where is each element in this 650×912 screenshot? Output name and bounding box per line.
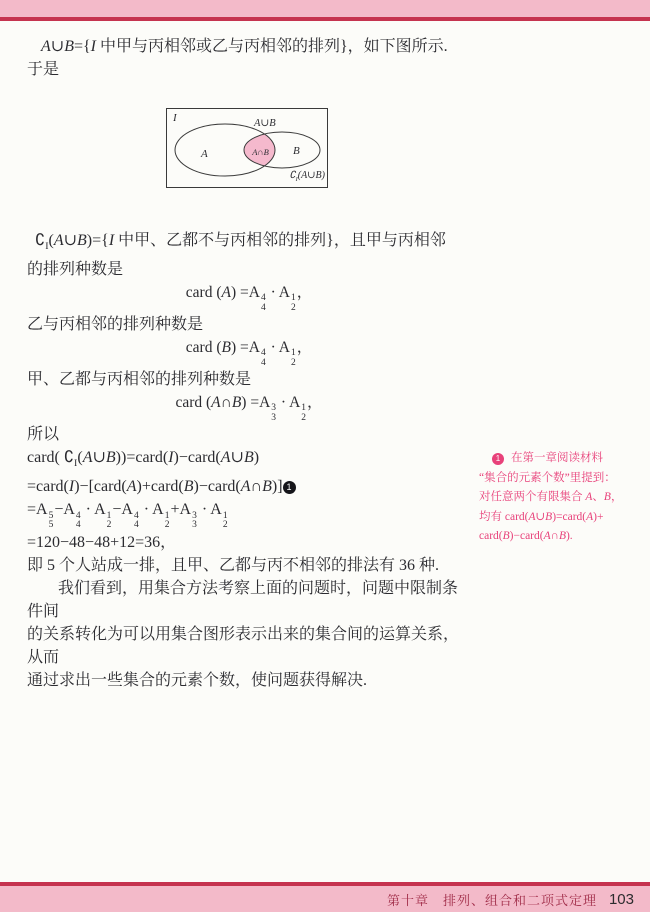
page-footer xyxy=(0,882,650,912)
top-pink-band xyxy=(0,0,650,17)
margin-footnote-line-4: 均有 card(A∪B)=card(A)+ xyxy=(479,510,604,523)
margin-footnote-line-1 xyxy=(479,449,647,469)
paragraph-thus: 于是 xyxy=(27,61,60,78)
paragraph-therefore: 所以 xyxy=(27,426,60,444)
formula-card-b: card (B) =A 4 4 · A 1 2 ， xyxy=(185,339,313,368)
bottom-pink-band xyxy=(0,886,650,912)
derivation-line-2-text: =card(I)−[card(A)+card(B)−card(A∩B)] xyxy=(27,478,283,496)
formula-card-a-intersect-b: card (A∩B) =A 3 3 · A 1 2 ， xyxy=(175,394,323,423)
footnote-1-marker-icon: 1 xyxy=(283,481,296,494)
venn-complement-label: $∁_I(A\cup B)$ xyxy=(289,170,325,183)
paragraph-count-intro-b: 乙与丙相邻的排列种数是 xyxy=(27,316,204,334)
paragraph-summary-line-3: 通过求出一些集合的元素个数，使问题获得解决. xyxy=(27,671,368,689)
footnote-1-pink-marker-icon: 1 xyxy=(492,453,504,465)
margin-footnote-line-1-text: 在第一章阅读材料 xyxy=(511,452,603,464)
venn-union-label: A∪B xyxy=(254,118,276,129)
paragraph-summary-line-2: 的关系转化为可以用集合图形表示出来的集合间的运算关系，从而 xyxy=(27,625,460,666)
margin-footnote xyxy=(479,449,647,547)
derivation-line-2 xyxy=(27,475,471,498)
paragraph-count-intro-ab: 甲、乙都与丙相邻的排列种数是 xyxy=(27,371,252,389)
derivation-line-4: =120−48−48+12=36， xyxy=(27,533,177,551)
venn-set-b-label: B xyxy=(293,145,300,157)
venn-diagram xyxy=(166,108,328,188)
derivation-line-1: card( $∁_I(A\cup B))=card(I)-card(A\cup B)$ xyxy=(27,449,260,470)
margin-footnote-line-2: “集合的元素个数”里提到： xyxy=(479,471,616,484)
paragraph-union-definition: A∪B={I 中甲与丙相邻或乙与丙相邻的排列}，如下图所示. xyxy=(41,38,448,55)
paragraph-summary-line-1: 我们看到，用集合方法考察上面的问题时，问题中限制条件间 xyxy=(27,579,459,620)
page-number: 103 xyxy=(608,890,634,908)
formula-card-a: card (A) =A 4 4 · A 1 2 ， xyxy=(185,284,313,313)
margin-footnote-line-5: card(B)−card(A∩B). xyxy=(479,530,573,542)
venn-intersection-label: A∩B xyxy=(252,147,269,157)
paragraph-complement-definition: $∁_I(A\cup B)=\{I$ 中甲、乙都不与丙相邻的排列}，且甲与丙相邻 xyxy=(35,232,446,253)
venn-set-a-label: A xyxy=(201,148,208,160)
derivation-line-3: =A 5 5 −A 4 4 · A 1 2 −A 4 4 · A 1 2 +A 3 3 · A 1 2 xyxy=(27,501,228,530)
chapter-title: 第十章 排列、组合和二项式定理 xyxy=(386,892,597,908)
venn-universe-label: I xyxy=(173,112,177,124)
margin-footnote-line-3: 对任意两个有限集合 A、B， xyxy=(479,491,623,503)
paragraph-conclusion: 即 5 个人站成一排，且甲、乙都与丙不相邻的排法有 36 种. xyxy=(27,556,440,574)
paragraph-count-intro-a: 的排列种数是 xyxy=(27,261,124,279)
main-text-column xyxy=(27,21,471,692)
